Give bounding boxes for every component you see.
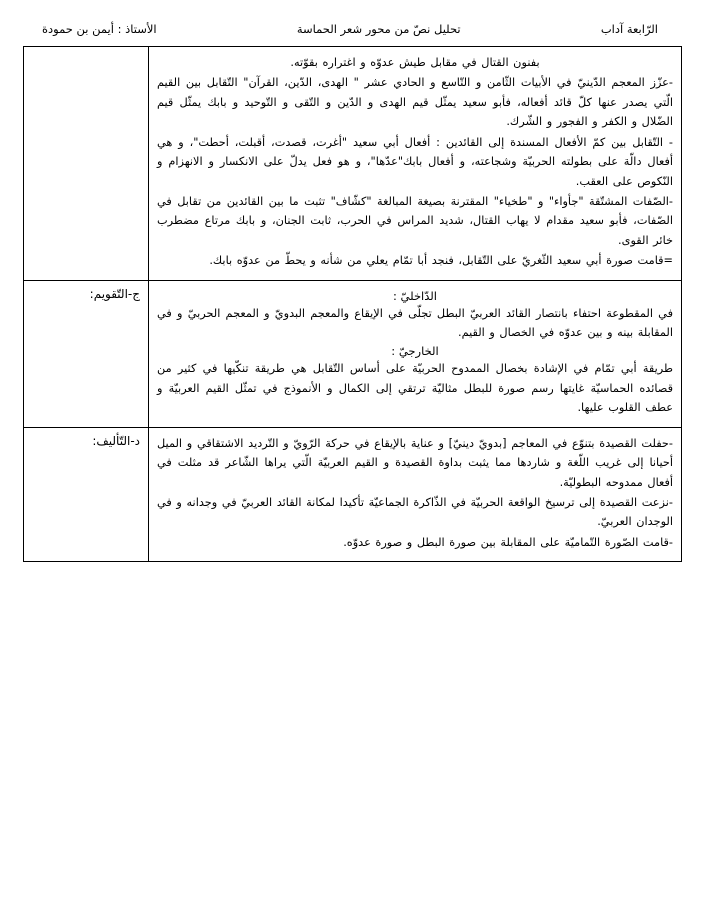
row-content-evaluation [149, 280, 682, 427]
paragraph: =قامت صورة أبي سعيد الثّغريّ على التّقابل، فنجد أبا تمّام يعلي من شأنه و يحطّ من عدوّه بابك. [209, 254, 673, 268]
paragraph: في المقطوعة احتفاء بانتصار القائد العربيّ البطل تجلّى في الإيقاع والمعجم البدويّ و المعجم الحربيّ و في المقابلة بينه و بين عدوّه في الخصال و القيم. [157, 306, 673, 340]
table-row [24, 427, 682, 562]
table-row [24, 47, 682, 281]
header-title: تحليل نصّ من محور شعر الحماسة [296, 22, 461, 36]
row-content-composition [149, 427, 682, 562]
row-label-empty [24, 47, 149, 281]
subheading-external: الخارجيّ : [391, 344, 439, 359]
page-header [28, 18, 682, 46]
row-label-composition: د-التّأليف: [24, 427, 149, 562]
header-class: الرّابعة آداب [600, 22, 658, 36]
table-row [24, 280, 682, 427]
row-content-continued [149, 47, 682, 281]
paragraph: -نزعت القصيدة إلى ترسيخ الواقعة الحربيّة في الذّاكرة الجماعيّة تأكيدا لمكانة القائد العربيّ في وجدانه و في الوجدان العربيّ. [157, 496, 673, 529]
paragraph: -عزّز المعجم الدّينيّ في الأبيات الثّامن و التّاسع و الحادي عشر " الهدى، الدّين، القرآن" التّقابل بين القيم الّتي يصدر عنها كلّ قائد أفعاله، فأبو سعيد يمثّل قيم الهدى و الدّين و التّقى و التّوحيد و بابك يمثّل قيم الضّلال و الكفر و الفجور و الشّرك. [157, 76, 673, 129]
row-label-evaluation: ج-التّقويم: [24, 280, 149, 427]
paragraph: - التّقابل بين كمّ الأفعال المسندة إلى القائدين : أفعال أبي سعيد "أغرت، قصدت، أقبلت، أحطت"، و هي أفعال دالّة على بطولته الحربيّة وشجاعته، و أفعال بابك"عدّها"، و هو فعل يدلّ على الانكسار و الانهزام و النّكوص على العقب. [157, 135, 673, 188]
paragraph: طريقة أبي تمّام في الإشادة بخصال الممدوح الحربيّة على أساس التّقابل هي طريقة تنكّيها في كثير من قصائده الحماسيّة غايتها رسم صورة للبطل مثاليّة ترتقي إلى الكمال و الأنموذج في تمثّل القيم العربيّة و عطف القلوب عليها. [157, 362, 673, 415]
paragraph: -قامت الصّورة التّماميّة على المقابلة بين صورة البطل و صورة عدوّه. [343, 535, 673, 549]
paragraph: -الصّفات المشتّقة "جأواء" و "طخياء" المقترنة بصيغة المبالغة "كشّاف" تثبت ما بين القائدين من تقابل في الصّفات، فأبو سعيد مقدام لا يهاب القتال، شديد المراس في الحرب، ثابت الجنان، و بابك مرتاع مضطرب خائر القوى. [157, 194, 673, 247]
subheading-internal: الدّاخليّ : [393, 288, 437, 303]
header-teacher: الأستاذ : أيمن بن حمودة [42, 22, 157, 36]
paragraph: -حفلت القصيدة بتنوّع في المعاجم [بدويّ دينيّ] و عناية بالإيقاع في حركة الرّويّ و التّرديد الاشتقاقي و الميل أحيانا إلى غريب اللّغة و شاردها مما يثبت بداوة القصيدة و القيم العربيّة الّتي يراها الشّاعر قد مثلت في أفعال ممدوحه البطوليّة. [157, 436, 673, 489]
analysis-table [23, 46, 682, 562]
paragraph: بفنون القتال في مقابل طيش عدوّه و اغتراره بقوّته. [290, 56, 540, 69]
